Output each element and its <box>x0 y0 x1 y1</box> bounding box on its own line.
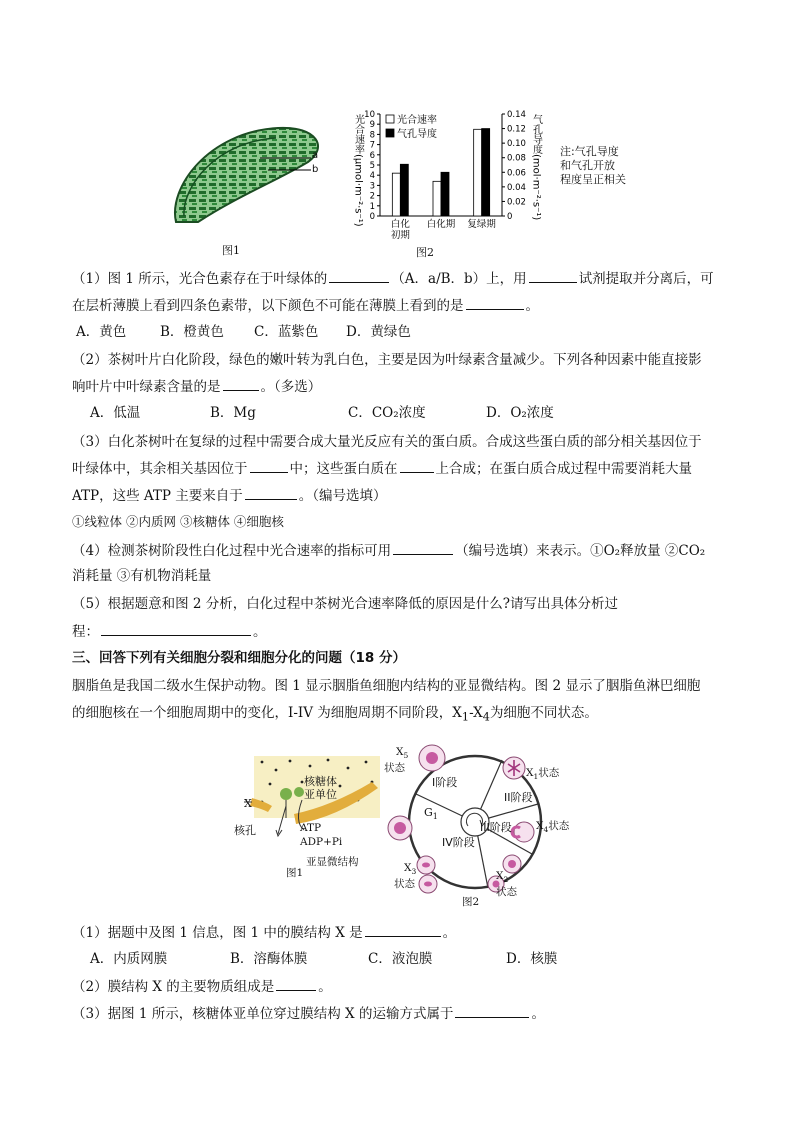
mid-fig1-caption: 图1 <box>286 867 304 879</box>
q1-line1: （1）图 1 所示，光合色素存在于叶绿体的 （A．a/B．b）上，用 试剂提取并分离后，可 <box>72 268 714 289</box>
chart-note <box>560 145 626 187</box>
left-tick-label: 7 <box>369 140 375 151</box>
q3-line3: ATP，这些 ATP 主要来自于 。（编号选填） <box>72 485 387 506</box>
legend-swatch <box>386 129 394 137</box>
q1-line2: 在层析薄膜上看到四条色素带，以下颜色不可能在薄膜上看到的是 。 <box>72 295 539 316</box>
q3-choices: ①线粒体 ②内质网 ③核糖体 ④细胞核 <box>72 514 284 529</box>
q1-options <box>76 322 411 342</box>
bar-stomatal-conductance <box>400 164 408 216</box>
q2-line1: （2）茶树叶片白化阶段，绿色的嫩叶转为乳白色，主要是因为叶绿素含量减少。下列各种因素中能直接影 <box>72 352 702 368</box>
membrane-x-label: X <box>244 797 252 810</box>
section3-title: 三、回答下列有关细胞分裂和细胞分化的问题（18 分） <box>72 650 406 666</box>
right-tick-label: 0.12 <box>507 124 526 135</box>
left-tick-label: 3 <box>369 181 375 192</box>
chart-right-axis-label <box>531 114 543 221</box>
category-label: 白化 <box>390 219 410 230</box>
left-tick-label: 10 <box>364 110 375 120</box>
mid-fig2-caption: 图2 <box>462 896 480 908</box>
bar-photosynthesis-rate <box>474 129 482 216</box>
right-axis-label: 气孔导度(mol·m⁻²·s⁻¹) <box>530 114 542 221</box>
nuclear-pore-label: 核孔 <box>234 824 256 837</box>
right-tick-label: 0.08 <box>507 153 526 164</box>
chart-legend <box>386 113 437 140</box>
q6-option-a[interactable]: A．内质网膜 <box>90 951 168 967</box>
right-tick-label: 0.06 <box>507 168 526 179</box>
left-tick-label: 5 <box>369 161 375 171</box>
q2-option-d[interactable]: D．O₂浓度 <box>486 405 554 421</box>
q1-option-c[interactable]: C．蓝紫色 <box>254 324 319 340</box>
q5-line1: （5）根据题意和图 2 分析，白化过程中茶树光合速率降低的原因是什么?请写出具体分析过 <box>72 596 618 612</box>
q6-blank[interactable] <box>365 922 441 937</box>
q7-line1: （2）膜结构 X 的主要物质组成是 。 <box>72 976 332 997</box>
q2-option-a[interactable]: A．低温 <box>90 405 141 421</box>
legend-label: 气孔导度 <box>397 129 437 140</box>
fig2-caption: 图2 <box>416 246 434 259</box>
stage-4-label: IV阶段 <box>442 836 475 849</box>
right-tick-label: 0.14 <box>507 110 526 120</box>
photosynthesis-bar-chart <box>346 100 546 260</box>
legend-swatch <box>386 115 394 123</box>
q3-line1: （3）白化茶树叶在复绿的过程中需要合成大量光反应有关的蛋白质。合成这些蛋白质的部分相关基因位于 <box>72 434 702 450</box>
stage-2-label: II阶段 <box>504 791 533 804</box>
right-tick-label: 0.10 <box>507 139 526 150</box>
ribosome-label: 核糖体 亚单位 <box>304 775 337 801</box>
left-tick-label: 2 <box>369 191 375 202</box>
q4-line2: 消耗量 ③有机物消耗量 <box>72 568 212 584</box>
chart-note-line: 和气孔开放 <box>560 159 615 172</box>
bar-photosynthesis-rate <box>392 173 400 216</box>
stage-3-label: III阶段 <box>480 821 512 834</box>
q8-line1: （3）据图 1 所示，核糖体亚单位穿过膜结构 X 的运输方式属于 。 <box>72 1003 545 1024</box>
category-label: 白化期 <box>426 219 456 230</box>
q6-line1: （1）据题中及图 1 信息，图 1 中的膜结构 X 是 。 <box>72 922 456 943</box>
state-x5-label: $X_5$ 状态 <box>384 746 409 775</box>
q4-line1: （4）检测茶树阶段性白化过程中光合速率的指标可用 （编号选填）来表示。①O₂释放量 ②CO₂ <box>72 540 705 561</box>
q2-option-c[interactable]: C．CO₂浓度 <box>348 405 426 421</box>
q5-blank[interactable] <box>101 621 251 636</box>
fig1-label-b: b <box>312 164 319 175</box>
left-tick-label: 9 <box>369 120 375 131</box>
section3-para-line2: 的细胞核在一个细胞周期中的变化，I-IV 为细胞周期不同阶段，$X_1-X_4$为细胞不同状态。 <box>72 705 598 724</box>
fig1-label-a: a <box>312 150 319 161</box>
fig1-caption: 图1 <box>222 244 240 257</box>
bar-stomatal-conductance <box>441 172 449 216</box>
state-x1-label: $X_1$状态 <box>526 767 560 782</box>
left-tick-label: 0 <box>369 212 375 222</box>
left-axis-label: 光合速率(μmol·m⁻²·s⁻¹) <box>352 114 364 227</box>
q6-option-c[interactable]: C．液泡膜 <box>368 951 433 967</box>
left-tick-label: 6 <box>369 150 375 161</box>
q1-option-b[interactable]: B．橙黄色 <box>160 324 224 340</box>
state-x4-label: $X_4$状态 <box>536 820 570 835</box>
q3-blank-1[interactable] <box>250 458 288 473</box>
q1-blank-1[interactable] <box>329 268 389 283</box>
atp-label: ATP <box>300 822 322 834</box>
q3-blank-3[interactable] <box>245 485 297 500</box>
q3-line2: 叶绿体中，其余相关基因位于 中；这些蛋白质在 上合成；在蛋白质合成过程中需要消耗大量 <box>72 458 692 479</box>
left-tick-label: 4 <box>369 171 375 182</box>
section3-para-line1: 胭脂鱼是我国二级水生保护动物。图 1 显示胭脂鱼细胞内结构的亚显微结构。图 2 显示了胭脂鱼淋巴细胞 <box>72 678 701 694</box>
right-tick-label: 0.04 <box>507 182 526 193</box>
stage-1-label: I阶段 <box>432 776 458 789</box>
category-label: 初期 <box>390 230 410 241</box>
q1-blank-2[interactable] <box>529 268 577 283</box>
q4-blank[interactable] <box>393 540 453 555</box>
q5-line2: 程： 。 <box>72 621 267 642</box>
q6-option-b[interactable]: B．溶酶体膜 <box>230 951 308 967</box>
g1-label: $G_1$ <box>424 806 438 822</box>
chart-categories <box>391 218 497 241</box>
chart-left-axis-label <box>353 113 365 227</box>
category-label: 复绿期 <box>467 219 496 230</box>
right-tick-label: 0 <box>507 212 513 222</box>
q2-blank[interactable] <box>223 376 259 391</box>
q1-blank-3[interactable] <box>466 295 524 310</box>
left-tick-label: 8 <box>369 130 375 141</box>
legend-label: 光合速率 <box>397 115 437 126</box>
bar-photosynthesis-rate <box>433 181 441 216</box>
left-tick-label: 1 <box>369 201 375 212</box>
q6-options <box>90 949 557 969</box>
state-x2-label: $X_2$ 状态 <box>496 870 517 899</box>
q7-blank[interactable] <box>276 976 316 991</box>
state-x3-label: $X_3$ 状态 <box>394 862 417 891</box>
chart-bars <box>392 129 489 216</box>
right-tick-label: 0.02 <box>507 197 526 208</box>
q3-blank-2[interactable] <box>400 458 434 473</box>
q1-option-a[interactable]: A．黄色 <box>76 324 127 340</box>
q1-option-d[interactable]: D．黄绿色 <box>346 324 411 340</box>
adp-label: ADP+Pi <box>300 836 343 848</box>
chart-note-line: 注:气孔导度 <box>560 145 619 158</box>
q2-options <box>90 403 554 423</box>
bar-stomatal-conductance <box>482 129 490 216</box>
q6-option-d[interactable]: D．核膜 <box>506 951 558 967</box>
mid-fig1-sub: 亚显微结构 <box>306 856 359 868</box>
q8-blank[interactable] <box>455 1003 529 1018</box>
q2-line2: 响叶片中叶绿素含量的是 。（多选） <box>72 376 321 397</box>
q2-option-b[interactable]: B．Mg <box>210 405 256 421</box>
chart-note-line: 程度呈正相关 <box>560 173 626 186</box>
